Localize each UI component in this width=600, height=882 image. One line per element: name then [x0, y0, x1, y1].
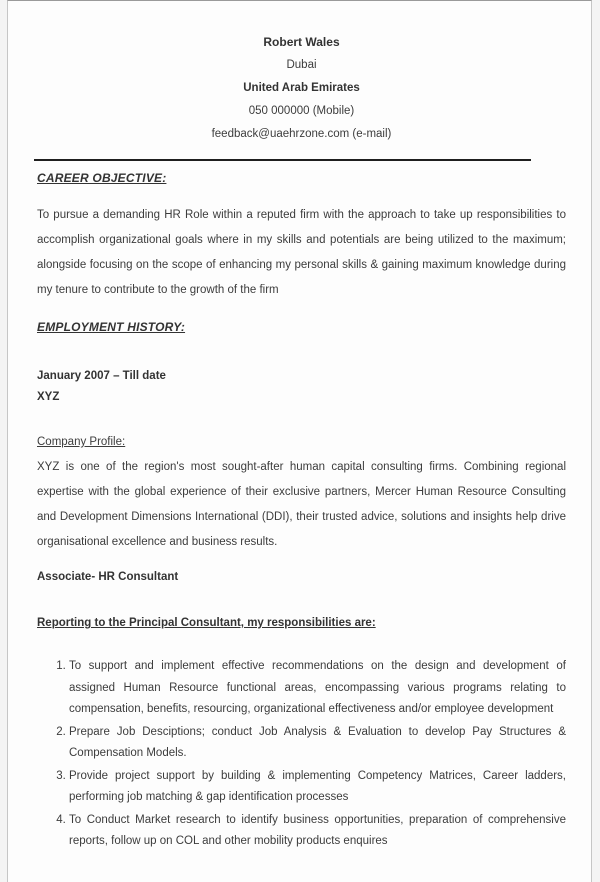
candidate-email: feedback@uaehrzone.com (e-mail)	[211, 128, 392, 140]
job-date-range: January 2007 – Till date	[37, 370, 166, 382]
resume-page	[7, 0, 592, 882]
company-profile-body: XYZ is one of the region's most sought-after human capital consulting firms. Combining regional expertise with the global experience of their exclusive partners, Mercer Human Resource Consulting and Development Dimensions International (DDI), their trusted advice, solutions and insights help drive organisational excellence and business results.	[37, 461, 566, 548]
candidate-country: United Arab Emirates	[243, 82, 360, 94]
contact-header	[37, 31, 566, 146]
career-objective-heading: CAREER OBJECTIVE:	[37, 171, 167, 185]
candidate-city: Dubai	[286, 59, 317, 71]
responsibility-item: 2. Prepare Job Desciptions; conduct Job Analysis & Evaluation to develop Pay Structures & Compensation Models.	[69, 722, 566, 765]
responsibility-item: 3. Provide project support by building & implementing Competency Matrices, Career ladders, performing job matching & gap identification processes	[69, 766, 566, 809]
employment-history-heading: EMPLOYMENT HISTORY:	[37, 320, 186, 334]
candidate-phone: 050 000000 (Mobile)	[248, 105, 355, 117]
candidate-name: Robert Wales	[263, 35, 340, 49]
company-profile-heading: Company Profile:	[37, 436, 126, 448]
job-title: Associate- HR Consultant	[37, 571, 179, 583]
responsibility-item: 1. To support and implement effective recommendations on the design and development of assigned Human Resource functional areas, encompassing various programs relating to compensation, benefits, resourcing, organizational effectiveness and/or employee development	[69, 656, 566, 721]
career-objective-body: To pursue a demanding HR Role within a reputed firm with the approach to take up responsibilities to accomplish organizational goals where in my skills and potentials are being utilized to the maximum; alongside focusing on the scope of enhancing my personal skills & gaining maximum knowledge during my tenure to contribute to the growth of the firm	[37, 209, 566, 296]
job-period	[37, 366, 566, 408]
responsibilities-heading: Reporting to the Principal Consultant, my responsibilities are:	[37, 617, 376, 629]
job-company: XYZ	[37, 391, 60, 403]
resume-content	[8, 1, 591, 853]
responsibility-item: 4. To Conduct Market research to identify business opportunities, preparation of comprehensive reports, follow up on COL and other mobility products enquires	[69, 810, 566, 853]
header-divider	[34, 159, 531, 161]
responsibilities-list	[37, 656, 566, 853]
company-profile-section	[37, 430, 566, 555]
